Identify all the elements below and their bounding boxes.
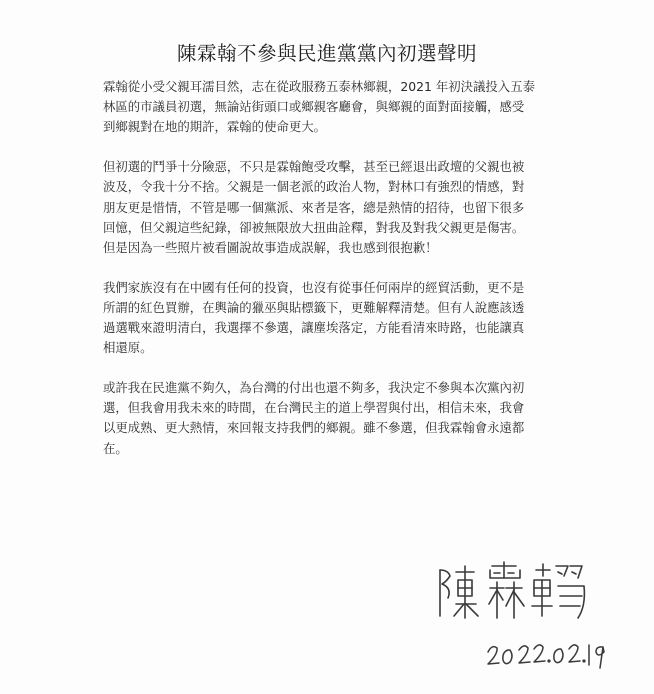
paragraph-line: 所謂的紅色買辦，在輿論的獵巫與貼標籤下，更難解釋清楚。但有人說應該透 — [103, 299, 525, 315]
paragraph-line: 我們家族沒有在中國有任何的投資，也沒有從事任何兩岸的經貿活動，更不是 — [103, 279, 525, 295]
paragraph-line: 波及，令我十分不捨。父親是一個老派的政治人物，對林口有強烈的情感，對 — [103, 179, 525, 195]
statement-title: 陳霖翰不參與民進黨黨內初選聲明 — [176, 42, 477, 65]
paragraph-2 — [103, 157, 565, 258]
paragraph-line: 但初選的鬥爭十分險惡，不只是霖翰飽受攻擊，甚至已經退出政壇的父親也被 — [103, 159, 525, 175]
handwritten-date — [482, 632, 612, 672]
statement-body — [103, 77, 565, 478]
paragraph-line: 相還原。 — [103, 340, 153, 356]
paragraph-line: 霖翰從小受父親耳濡目然，志在從政服務五泰林鄉親，2021 年初決議投入五泰 — [103, 79, 535, 94]
paragraph-1 — [103, 77, 565, 138]
paragraph-line: 在。 — [103, 440, 128, 456]
paragraph-line: 過選戰來證明清白，我選擇不參選，讓塵埃落定，方能看清來時路，也能讓真 — [103, 320, 525, 336]
paragraph-3 — [103, 278, 565, 359]
paragraph-line: 到鄉親對在地的期許，霖翰的使命更大。 — [103, 119, 327, 135]
paragraph-line: 朋友更是惜情，不管是哪一個黨派、來者是客，總是熱情的招待，也留下很多 — [103, 199, 525, 215]
paragraph-line: 或許我在民進黨不夠久，為台灣的付出也還不夠多，我決定不參與本次黨內初 — [103, 379, 525, 395]
paragraph-line: 選，但我會用我未來的時間，在台灣民主的道上學習與付出，相信未來，我會 — [103, 400, 525, 416]
paragraph-4 — [103, 378, 565, 459]
paragraph-line: 回憶，但父親這些紀錄，卻被無限放大扭曲詮釋，對我及對我父親更是傷害。 — [103, 219, 525, 235]
paragraph-line: 但是因為一些照片被看圖說故事造成誤解，我也感到很抱歉！ — [103, 239, 438, 255]
paragraph-line: 以更成熟、更大熱情，來回報支持我們的鄉親。雖不參選，但我霖翰會永遠都 — [103, 420, 525, 436]
paragraph-line: 林區的市議員初選，無論站街頭口或鄉親客廳會，與鄉親的面對面接觸，感受 — [103, 99, 525, 115]
handwritten-signature — [432, 556, 592, 626]
